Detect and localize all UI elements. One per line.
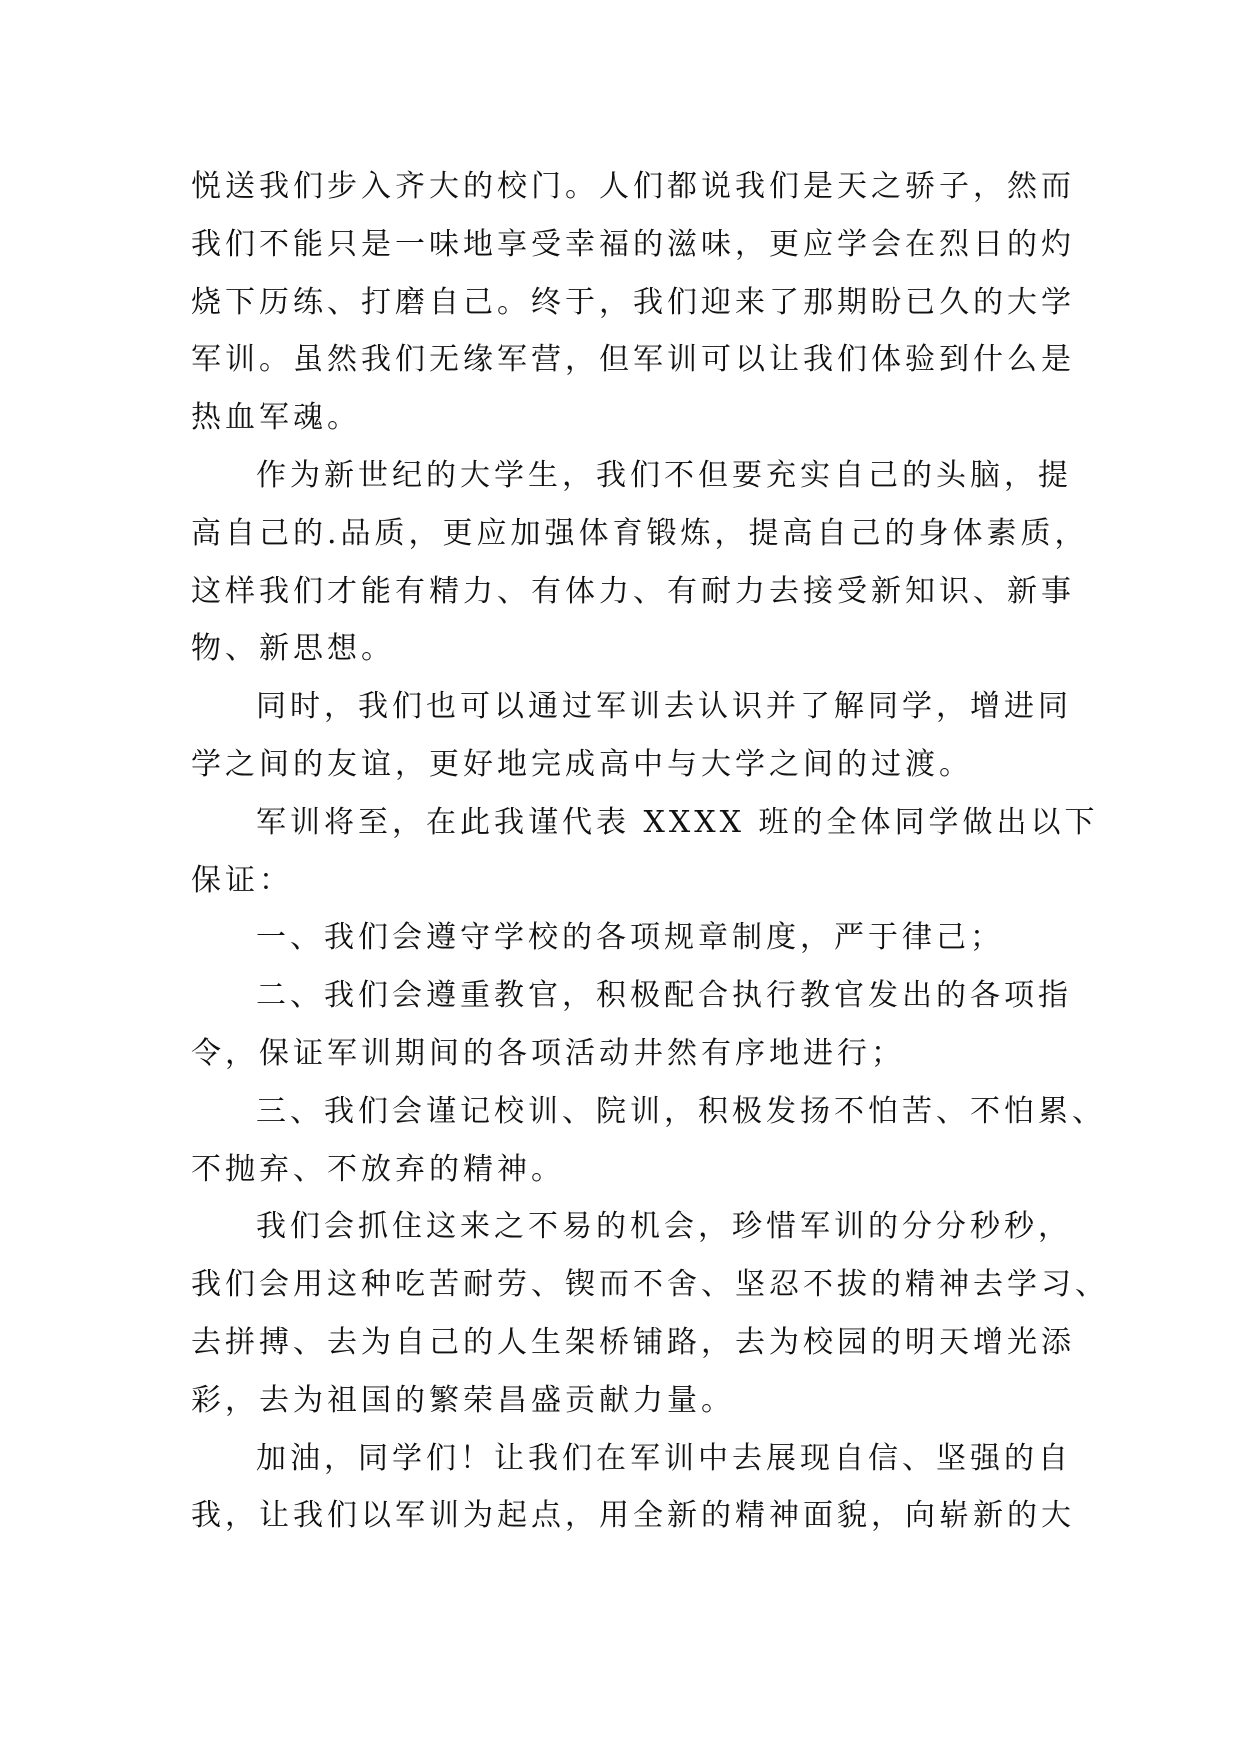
text-line: 一、我们会遵守学校的各项规章制度，严于律己； (256, 920, 1004, 956)
text-line: 高自己的.品质，更应加强体育锻炼，提高自己的身体素质， (191, 515, 1089, 551)
text-line: 作为新世纪的大学生，我们不但要充实自己的头脑，提 (256, 457, 1072, 493)
text-line: 学之间的友谊，更好地完成高中与大学之间的过渡。 (191, 746, 973, 782)
text-line: 这样我们才能有精力、有体力、有耐力去接受新知识、新事 (191, 573, 1075, 609)
text-line: 热血军魂。 (191, 400, 361, 436)
text-line: 二、我们会遵重教官，积极配合执行教官发出的各项指 (256, 978, 1072, 1014)
text-line: 烧下历练、打磨自己。终于，我们迎来了那期盼已久的大学 (191, 284, 1075, 320)
text-line: 加油，同学们！让我们在军训中去展现自信、坚强的自 (256, 1440, 1072, 1476)
text-line: 军训将至，在此我谨代表 XXXX 班的全体同学做出以下 (256, 804, 1099, 840)
document-body (191, 158, 1109, 1545)
text-line: 我们会抓住这来之不易的机会，珍惜军训的分分秒秒， (256, 1209, 1072, 1245)
text-line: 我们不能只是一味地享受幸福的滋味，更应学会在烈日的灼 (191, 226, 1075, 262)
text-line: 保证： (191, 862, 293, 898)
text-line: 悦送我们步入齐大的校门。人们都说我们是天之骄子，然而 (191, 169, 1075, 204)
text-line: 我，让我们以军训为起点，用全新的精神面貌，向崭新的大 (191, 1498, 1075, 1534)
text-line: 物、新思想。 (191, 631, 395, 667)
text-line: 彩，去为祖国的繁荣昌盛贡献力量。 (191, 1382, 735, 1418)
text-line: 三、我们会谨记校训、院训，积极发扬不怕苦、不怕累、 (256, 1093, 1106, 1129)
text-line: 同时，我们也可以通过军训去认识并了解同学，增进同 (256, 689, 1072, 725)
text-line: 不抛弃、不放弃的精神。 (191, 1151, 565, 1187)
text-line: 去拼搏、去为自己的人生架桥铺路，去为校园的明天增光添 (191, 1324, 1075, 1360)
text-line: 军训。虽然我们无缘军营，但军训可以让我们体验到什么是 (191, 342, 1075, 378)
text-line: 我们会用这种吃苦耐劳、锲而不舍、坚忍不拔的精神去学习、 (191, 1267, 1109, 1303)
text-line: 令，保证军训期间的各项活动井然有序地进行； (191, 1035, 905, 1071)
